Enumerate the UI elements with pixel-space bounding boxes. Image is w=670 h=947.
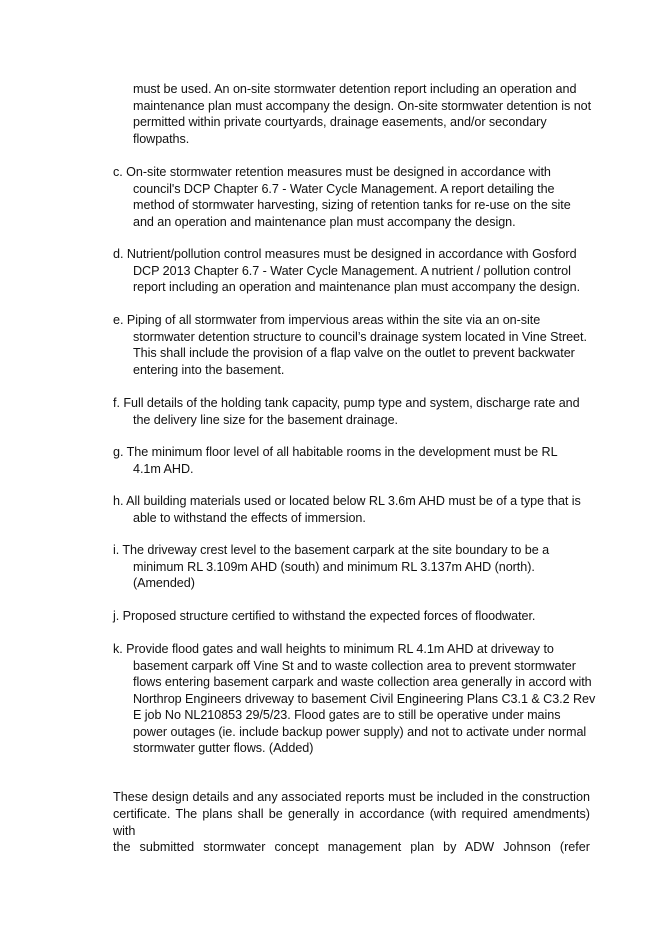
text-line: d. Nutrient/pollution control measures must be designed in accordance with Gosford	[113, 247, 577, 261]
text-line: j. Proposed structure certified to withstand the expected forces of floodwater.	[113, 609, 536, 623]
text-line: These design details and any associated reports must be included in the construction	[113, 790, 590, 804]
list-item-i	[113, 542, 593, 592]
text-line: must be used. An on-site stormwater detention report including an operation and	[133, 82, 577, 96]
text-line: permitted within private courtyards, drainage easements, and/or secondary	[133, 115, 547, 129]
text-line: and an operation and maintenance plan must accompany the design.	[133, 214, 516, 229]
text-line: entering into the basement.	[133, 362, 285, 377]
text-line: k. Provide flood gates and wall heights to minimum RL 4.1m AHD at driveway to	[113, 642, 554, 656]
text-line: the submitted stormwater concept management plan by ADW Johnson (refer	[113, 840, 590, 855]
list-item-j	[113, 608, 593, 625]
text-line: Northrop Engineers driveway to basement Civil Engineering Plans C3.1 & C3.2 Rev	[133, 691, 596, 706]
text-line: This shall include the provision of a flap valve on the outlet to prevent backwater	[133, 346, 575, 360]
list-item-g	[113, 444, 593, 477]
text-line: flows entering basement carpark and waste collection area generally in accord with	[133, 675, 592, 689]
text-line: able to withstand the effects of immersion.	[133, 510, 366, 525]
text-line: DCP 2013 Chapter 6.7 - Water Cycle Management. A nutrient / pollution control	[133, 263, 571, 278]
text-line: certificate. The plans shall be generally in accordance (with required amendments) with	[113, 806, 590, 838]
list-item-d	[113, 246, 593, 296]
text-line: e. Piping of all stormwater from impervious areas within the site via an on-site	[113, 313, 541, 327]
text-line: report including an operation and maintenance plan must accompany the design.	[133, 280, 581, 294]
closing-paragraph	[113, 789, 590, 856]
list-item-c	[113, 164, 593, 230]
text-line: i. The driveway crest level to the basement carpark at the site boundary to be a	[113, 543, 550, 557]
text-line: flowpaths.	[133, 131, 190, 146]
text-line: maintenance plan must accompany the design. On-site stormwater detention is not	[133, 98, 592, 113]
list-item-h	[113, 493, 593, 526]
continuation-paragraph	[133, 81, 603, 147]
text-line: g. The minimum floor level of all habitable rooms in the development must be RL	[113, 445, 558, 459]
list-item-e	[113, 312, 593, 378]
text-line: 4.1m AHD.	[133, 461, 194, 476]
text-line: method of stormwater harvesting, sizing of retention tanks for re-use on the site	[133, 198, 571, 212]
text-line: minimum RL 3.109m AHD (south) and minimum RL 3.137m AHD (north).	[133, 559, 535, 574]
list-item-k	[113, 641, 596, 757]
text-line: power outages (ie. include backup power supply) and not to activate under normal	[133, 724, 587, 739]
text-line: council's DCP Chapter 6.7 - Water Cycle Management. A report detailing the	[133, 181, 555, 196]
text-line: stormwater detention structure to council’s drainage system located in Vine Street.	[133, 329, 587, 344]
text-line: E job No NL210853 29/5/23. Flood gates are to still be operative under mains	[133, 708, 561, 722]
text-line: (Amended)	[133, 576, 195, 590]
list-item-f	[113, 395, 593, 428]
text-line: basement carpark off Vine St and to waste collection area to prevent stormwater	[133, 658, 576, 673]
text-line: f. Full details of the holding tank capacity, pump type and system, discharge rate and	[113, 396, 580, 410]
text-line: the delivery line size for the basement drainage.	[133, 412, 398, 427]
text-line: h. All building materials used or located below RL 3.6m AHD must be of a type that is	[113, 494, 581, 508]
text-line: c. On-site stormwater retention measures must be designed in accordance with	[113, 165, 551, 179]
text-line: stormwater gutter flows. (Added)	[133, 741, 314, 755]
